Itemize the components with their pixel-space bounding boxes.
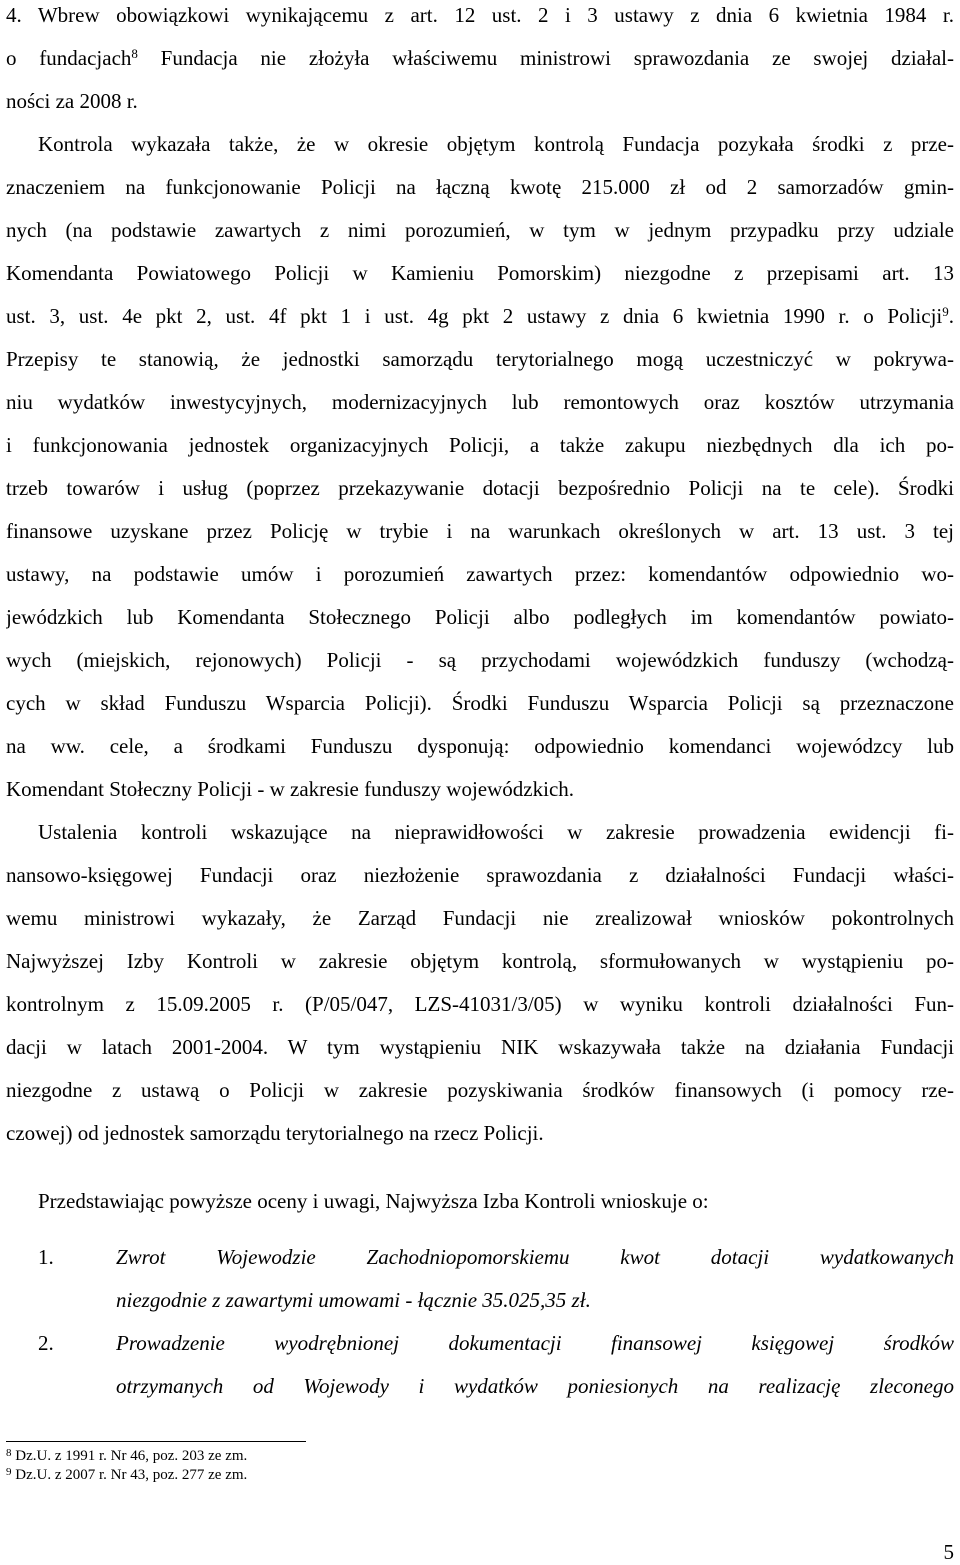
ustalenia-line: kontrolnym z 15.09.2005 r. (P/05/047, LZS-41031/3/05) w wyniku kontroli działalności Fun- (6, 992, 954, 1016)
kontrola-line: Komendanta Powiatowego Policji w Kamieniu Pomorskim) niezgodne z przepisami art. 13 (6, 261, 954, 285)
ustalenia-line: dacji w latach 2001-2004. W tym wystąpieniu NIK wskazywała także na działania Fundacji (6, 1035, 954, 1059)
list-item-number: 1. (38, 1245, 54, 1269)
footnote-separator (6, 1441, 306, 1442)
list-item-line: otrzymanych od Wojewody i wydatków poniesionych na realizację zleconego (116, 1374, 954, 1398)
ustalenia-line: wemu ministrowi wykazały, że Zarząd Fundacji nie zrealizował wniosków pokontrolnych (6, 906, 954, 930)
footnote-text: Dz.U. z 1991 r. Nr 46, poz. 203 ze zm. (11, 1448, 248, 1464)
text-run: Fundacja nie złożyła właściwemu ministrowi sprawozdania ze swojej działal- (137, 46, 954, 70)
text-run: ust. 3, ust. 4e pkt 2, ust. 4f pkt 1 i ust. 4g pkt 2 ustawy z dnia 6 kwietnia 1990 r. o Policji (6, 304, 943, 328)
przepisy-line: na ww. cele, a środkami Funduszu dysponują: odpowiednio komendanci wojewódzcy lub (6, 734, 954, 758)
footnote-ref-8: 8 (131, 46, 138, 61)
kontrola-line: Kontrola wykazała także, że w okresie objętym kontrolą Fundacja pozykała środki z prze- (38, 132, 954, 156)
przepisy-line: niu wydatków inwestycyjnych, modernizacyjnych lub remontowych oraz kosztów utrzymania (6, 390, 954, 414)
przepisy-line: i funkcjonowania jednostek organizacyjnych Policji, a także zakupu niezbędnych dla ich po- (6, 433, 954, 457)
ustalenia-line: Najwyższej Izby Kontroli w zakresie objętym kontrolą, sformułowanych w wystąpieniu po- (6, 949, 954, 973)
ustalenia-line: niezgodne z ustawą o Policji w zakresie pozyskiwania środków finansowych (i pomocy rze- (6, 1078, 954, 1102)
text-run: . (948, 304, 954, 328)
list-item-line: Zwrot Wojewodzie Zachodniopomorskiemu kwot dotacji wydatkowanych (116, 1245, 954, 1269)
footnote-ref-9: 9 (942, 304, 949, 319)
list-item-line: niezgodnie z zawartymi umowami - łącznie 35.025,35 zł. (116, 1288, 591, 1312)
text-run: o fundacjach (6, 46, 132, 70)
przepisy-line: ustawy, na podstawie umów i porozumień zawartych przez: komendantów odpowiednio wo- (6, 562, 954, 586)
ustalenia-line: nansowo-księgowej Fundacji oraz niezłożenie sprawozdania z działalności Fundacji właści- (6, 863, 954, 887)
paragraph-4-line: 4. Wbrew obowiązkowi wynikającemu z art. 12 ust. 2 i 3 ustawy z dnia 6 kwietnia 1984 r. (6, 3, 954, 27)
page-number: 5 (943, 1540, 954, 1564)
przepisy-line: wych (miejskich, rejonowych) Policji - są przychodami wojewódzkich funduszy (wchodzą- (6, 648, 954, 672)
paragraph-4-line (6, 45, 954, 71)
kontrola-line: znaczeniem na funkcjonowanie Policji na łączną kwotę 215.000 zł od 2 samorzadów gmin- (6, 175, 954, 199)
footnote-mark: 9 (6, 1466, 12, 1478)
footnote (6, 1447, 247, 1465)
footnote-mark: 8 (6, 1447, 12, 1459)
przepisy-line: finansowe uzyskane przez Policję w trybie i na warunkach określonych w art. 13 ust. 3 tej (6, 519, 954, 543)
list-item-line: Prowadzenie wyodrębnionej dokumentacji finansowej księgowej środków (116, 1331, 954, 1355)
ustalenia-line: Ustalenia kontroli wskazujące na nieprawidłowości w zakresie prowadzenia ewidencji fi- (38, 820, 954, 844)
list-item-number: 2. (38, 1331, 54, 1355)
przepisy-line: cych w skład Funduszu Wsparcia Policji). Środki Funduszu Wsparcia Policji są przeznaczone (6, 691, 954, 715)
wnioski-intro: Przedstawiając powyższe oceny i uwagi, Najwyższa Izba Kontroli wnioskuje o: (38, 1189, 709, 1213)
przepisy-line: Komendant Stołeczny Policji - w zakresie funduszy wojewódzkich. (6, 777, 575, 801)
kontrola-line: nych (na podstawie zawartych z nimi porozumień, w tym w jednym przypadku przy udziale (6, 218, 954, 242)
footnote-text: Dz.U. z 2007 r. Nr 43, poz. 277 ze zm. (11, 1467, 248, 1483)
przepisy-line: trzeb towarów i usług (poprzez przekazywanie dotacji bezpośrednio Policji na te cele). Środki (6, 476, 954, 500)
footnote (6, 1466, 247, 1484)
ustalenia-line: czowej) od jednostek samorządu terytorialnego na rzecz Policji. (6, 1121, 544, 1145)
paragraph-4-line: ności za 2008 r. (6, 89, 138, 113)
przepisy-line: jewódzkich lub Komendanta Stołecznego Policji albo podległych im komendantów powiato- (6, 605, 954, 629)
przepisy-line: Przepisy te stanowią, że jednostki samorządu terytorialnego mogą uczestniczyć w pokrywa- (6, 347, 954, 371)
kontrola-line (6, 303, 954, 329)
